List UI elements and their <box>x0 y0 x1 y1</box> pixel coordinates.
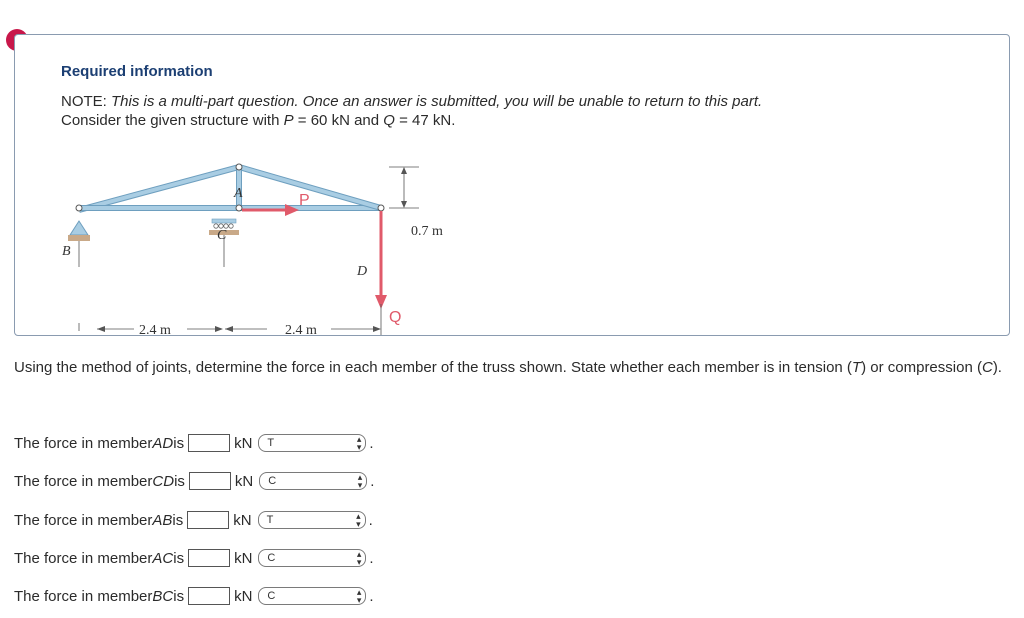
dimension-height-label: 0.7 m <box>411 224 443 239</box>
answer-prefix: The force in member <box>14 549 153 567</box>
label-Q: Q <box>389 309 402 326</box>
member-BA-fill <box>79 167 239 210</box>
force-input-AC[interactable] <box>188 549 230 567</box>
joint-D <box>378 205 384 211</box>
answer-suffix: is <box>173 434 185 452</box>
member-AD-fill <box>239 167 381 208</box>
joint-C <box>236 205 242 211</box>
question-part3: ). <box>992 359 1002 376</box>
answer-suffix: is <box>173 587 185 605</box>
select-arrows-icon: ▴ ▾ <box>356 434 362 452</box>
answer-row-AC <box>14 547 374 569</box>
select-arrows-icon: ▴ ▾ <box>356 549 362 567</box>
force-input-CD[interactable] <box>189 472 231 490</box>
tension-compression-select-AC[interactable] <box>258 549 366 567</box>
answer-prefix: The force in member <box>14 511 153 529</box>
label-D: D <box>357 264 368 279</box>
select-value: C <box>267 552 276 564</box>
label-A: A <box>234 186 243 201</box>
answer-suffix: is <box>173 549 185 567</box>
select-arrows-icon: ▴ ▾ <box>357 472 363 490</box>
force-input-AB[interactable] <box>187 511 229 529</box>
answer-row-AB <box>14 509 373 531</box>
joint-A <box>236 164 242 170</box>
select-value: T <box>266 514 274 526</box>
unit-label: kN <box>234 549 253 567</box>
tension-compression-select-AB[interactable] <box>258 511 366 529</box>
force-input-BC[interactable] <box>188 587 230 605</box>
compression-symbol: C <box>981 359 993 376</box>
required-information-title: Required information <box>61 63 213 80</box>
note-italic: This is a multi-part question. Once an answer is submitted, you will be unable to return to this part. <box>111 93 763 110</box>
q-variable: Q <box>383 112 395 129</box>
label-P: P <box>299 192 310 209</box>
dimension-right-label: 2.4 m <box>285 323 317 338</box>
unit-label: kN <box>234 587 253 605</box>
p-variable: P <box>283 112 294 129</box>
select-value: C <box>268 475 277 487</box>
select-value: C <box>267 590 276 602</box>
consider-prefix: Consider the given structure with <box>61 112 284 129</box>
tension-compression-select-BC[interactable] <box>258 587 366 605</box>
joint-B <box>76 205 82 211</box>
label-B: B <box>62 244 71 259</box>
roller-support-C <box>209 219 239 267</box>
select-arrows-icon: ▴ ▾ <box>356 511 361 529</box>
member-name: AC <box>152 549 174 567</box>
period: . <box>369 434 374 452</box>
period: . <box>369 549 374 567</box>
note-text <box>61 93 762 110</box>
p-value: = 60 kN and <box>293 112 384 129</box>
answer-suffix: is <box>174 472 185 490</box>
member-name: CD <box>152 472 175 490</box>
period: . <box>368 511 373 529</box>
question-prompt <box>14 358 1004 377</box>
answer-row-AD <box>14 432 374 454</box>
q-value: = 47 kN. <box>394 112 456 129</box>
select-arrows-icon: ▴ ▾ <box>356 587 362 605</box>
load-arrow-Q <box>375 211 387 309</box>
unit-label: kN <box>233 511 252 529</box>
unit-label: kN <box>234 434 253 452</box>
answer-prefix: The force in member <box>14 587 153 605</box>
period: . <box>370 472 375 490</box>
period: . <box>369 587 374 605</box>
dimension-bottom <box>79 304 381 335</box>
note-prefix: NOTE: <box>61 93 112 110</box>
question-part2: ) or compression ( <box>861 359 982 376</box>
answer-row-CD <box>14 470 374 492</box>
answer-row-BC <box>14 585 374 607</box>
answer-suffix: is <box>172 511 184 529</box>
tension-symbol: T <box>851 359 862 376</box>
answer-prefix: The force in member <box>14 472 153 490</box>
dimension-left-label: 2.4 m <box>139 323 171 338</box>
tension-compression-select-AD[interactable] <box>258 434 366 452</box>
select-value: T <box>267 437 275 449</box>
pin-support-B <box>68 221 90 267</box>
truss-members <box>79 167 381 210</box>
force-input-AD[interactable] <box>188 434 230 452</box>
given-values-text <box>61 112 455 129</box>
unit-label: kN <box>234 472 254 490</box>
member-name: BC <box>152 587 174 605</box>
question-part1: Using the method of joints, determine the force in each member of the truss shown. State whether each member is in tension ( <box>14 359 852 376</box>
tension-compression-select-CD[interactable] <box>259 472 367 490</box>
required-information-panel <box>14 34 1010 336</box>
truss-diagram <box>59 149 443 339</box>
label-C: C <box>217 228 227 243</box>
answer-prefix: The force in member <box>14 434 153 452</box>
dimension-height <box>389 167 419 208</box>
member-name: AB <box>152 511 173 529</box>
member-name: AD <box>152 434 174 452</box>
